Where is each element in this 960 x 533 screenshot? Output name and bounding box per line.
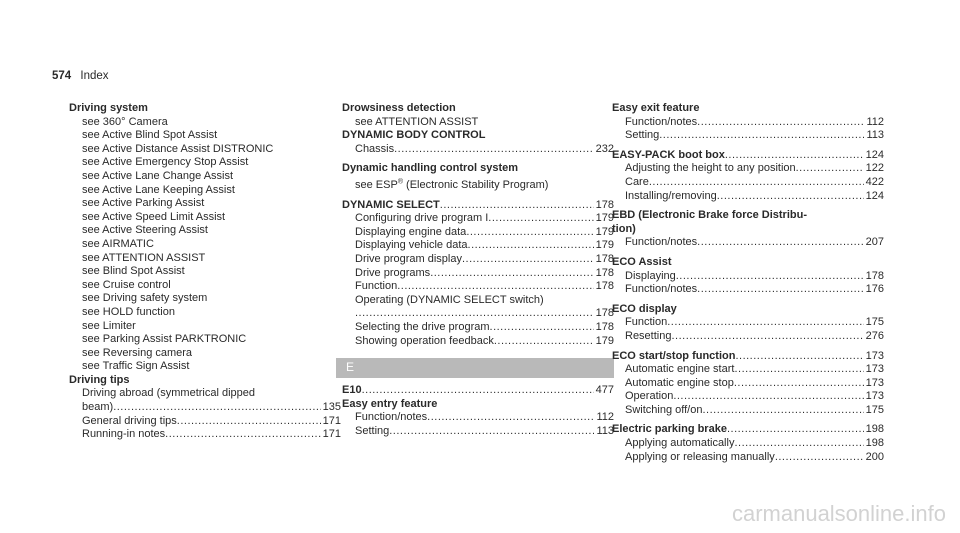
sub-entry-row[interactable] (69, 415, 341, 429)
sub-entry-row[interactable] (342, 335, 614, 349)
entry-eco-start-stop[interactable] (612, 350, 884, 364)
ref-item[interactable]: see Active Speed Limit Assist (82, 210, 226, 223)
sub-entry-text: Function/notes (625, 115, 698, 128)
page-ref: 477 (595, 384, 614, 397)
entry-electric-parking-brake[interactable] (612, 423, 884, 437)
section-letter: E (346, 360, 355, 375)
entry-e10[interactable] (342, 384, 614, 398)
sub-entry-row[interactable] (342, 226, 614, 240)
sub-entry-row[interactable] (342, 425, 614, 439)
ref-item[interactable]: see 360° Camera (82, 115, 168, 128)
sub-entry-row[interactable] (612, 283, 884, 297)
sub-entry-text: Function (355, 280, 398, 293)
ref-item[interactable]: see ATTENTION ASSIST (82, 251, 206, 264)
page-ref: 173 (865, 390, 884, 403)
watermark: carmanualsonline.info (731, 501, 946, 526)
ref-item[interactable]: see Active Steering Assist (82, 224, 208, 237)
sub-entry-row[interactable] (69, 428, 341, 442)
page-ref: 173 (865, 376, 884, 389)
ref-item[interactable]: see Limiter (82, 319, 136, 332)
page-ref: 276 (865, 329, 884, 342)
page-ref: 171 (322, 428, 341, 441)
driving-system-refs (69, 116, 341, 374)
page-ref: 173 (865, 349, 884, 362)
entry-title: DYNAMIC SELECT (342, 198, 440, 211)
sub-entry-text: Operation (625, 390, 674, 403)
sub-entry-row[interactable] (612, 162, 884, 176)
ref-item[interactable]: see Active Lane Change Assist (82, 169, 234, 182)
sub-entry-row[interactable] (612, 404, 884, 418)
sub-entry-row[interactable] (612, 236, 884, 250)
ref-item[interactable]: see Active Lane Keeping Assist (82, 183, 235, 196)
ref-item[interactable]: see HOLD function (82, 305, 175, 318)
sub-entry-text: Setting (625, 129, 660, 142)
sub-entry-text: Function/notes (625, 283, 698, 296)
entry-title: E10 (342, 384, 362, 397)
sub-entry-text: Setting (355, 424, 390, 437)
ref-item[interactable]: see Traffic Sign Assist (82, 360, 190, 373)
page-ref: 232 (595, 142, 614, 155)
sub-entry-row[interactable] (342, 267, 614, 281)
ref-item[interactable]: see Reversing camera (82, 346, 193, 359)
sub-entry-text: Driving abroad (symmetrical dipped (82, 387, 256, 400)
sub-entry-text: Applying automatically (625, 437, 735, 450)
entry-eco-assist: ECO Assist (612, 255, 672, 268)
ref-item[interactable]: see Cruise control (82, 278, 171, 291)
index-column-3 (612, 102, 884, 464)
sub-entry-row[interactable] (69, 401, 341, 415)
sub-entry-text: Drive programs (355, 266, 431, 279)
ref-item[interactable]: see ATTENTION ASSIST (355, 115, 479, 128)
sub-entry-row[interactable] (612, 377, 884, 391)
sub-entry-row[interactable] (342, 307, 614, 321)
sub-entry-row[interactable] (342, 280, 614, 294)
page-ref: 178 (595, 198, 614, 211)
registered-mark: ® (397, 178, 403, 186)
sub-entry-text: Switching off/on (625, 403, 703, 416)
sub-entry-text: Operating (DYNAMIC SELECT switch) (355, 293, 544, 306)
sub-entry-row[interactable] (342, 253, 614, 267)
page-ref: 422 (865, 175, 884, 188)
ref-item[interactable]: see Active Blind Spot Assist (82, 129, 218, 142)
sub-entry-row[interactable] (612, 270, 884, 284)
sub-entry-row[interactable] (342, 212, 614, 226)
index-column-2 (342, 102, 614, 438)
sub-entry-row[interactable] (612, 330, 884, 344)
sub-entry-text: Showing operation feedback (355, 334, 494, 347)
sub-entry-row[interactable] (612, 437, 884, 451)
page-ref: 175 (865, 316, 884, 329)
page-ref: 113 (596, 424, 614, 437)
sub-entry-text: Chassis (355, 142, 395, 155)
ref-text: (Electronic Stability Program) (402, 178, 549, 191)
entry-easy-pack[interactable] (612, 149, 884, 163)
entry-dynamic-select[interactable] (342, 199, 614, 213)
page-ref: 178 (595, 266, 614, 279)
entry-driving-tips: Driving tips (69, 373, 130, 386)
entry-dynamic-body-control: DYNAMIC BODY CONTROL (342, 129, 486, 142)
sub-entry-text: Displaying engine data (355, 225, 467, 238)
page-ref: 124 (865, 148, 884, 161)
section-letter-bar (336, 358, 614, 378)
sub-entry-text: Drive program display (355, 252, 462, 265)
ref-item[interactable]: see Blind Spot Assist (82, 265, 185, 278)
sub-entry-text: Care (625, 175, 649, 188)
page-ref: 112 (596, 411, 614, 424)
index-column-1 (69, 102, 341, 442)
ref-item[interactable] (342, 179, 614, 193)
ref-item[interactable]: see AIRMATIC (82, 237, 154, 250)
sub-entry-text: Displaying (625, 269, 676, 282)
page-ref: 178 (595, 320, 614, 333)
sub-entry-text: beam) (82, 401, 114, 414)
page-ref: 178 (595, 252, 614, 265)
sub-entry-text: Automatic engine start (625, 363, 735, 376)
sub-entry-row[interactable] (612, 129, 884, 143)
page-ref: 112 (866, 115, 884, 128)
page-header (52, 70, 109, 82)
ref-item[interactable]: see Active Emergency Stop Assist (82, 156, 249, 169)
sub-entry-row[interactable] (612, 190, 884, 204)
entry-title: ECO start/stop function (612, 349, 736, 362)
page-ref: 171 (322, 414, 341, 427)
sub-entry-row[interactable] (612, 316, 884, 330)
sub-entry-text: Configuring drive program I (355, 212, 489, 225)
page-ref: 113 (866, 129, 884, 142)
sub-entry-text: Adjusting the height to any position (625, 162, 796, 175)
entry-easy-entry: Easy entry feature (342, 397, 438, 410)
sub-entry-row[interactable] (342, 239, 614, 253)
sub-entry-text: Resetting (625, 329, 672, 342)
sub-entry-text: General driving tips (82, 414, 177, 427)
page-ref: 207 (865, 236, 884, 249)
sub-entry-row[interactable] (612, 363, 884, 377)
entry-ebd: EBD (Electronic Brake force Distribu- (612, 209, 807, 222)
page-ref: 198 (865, 423, 884, 436)
page-ref: 179 (595, 225, 614, 238)
page-ref: 124 (865, 189, 884, 202)
sub-entry-text: Displaying vehicle data (355, 239, 468, 252)
sub-entry-text: Selecting the drive program (355, 320, 490, 333)
ref-text: see ESP (355, 178, 398, 191)
page-ref: 175 (865, 403, 884, 416)
sub-entry-row[interactable] (612, 176, 884, 190)
page-ref: 179 (595, 334, 614, 347)
ref-item[interactable]: see Active Distance Assist DISTRONIC (82, 142, 274, 155)
page-ref: 178 (595, 307, 614, 320)
sub-entry-text: Function/notes (355, 411, 428, 424)
sub-entry-text: Function/notes (625, 236, 698, 249)
entry-driving-system: Driving system (69, 102, 148, 114)
ref-item[interactable]: see Parking Assist PARKTRONIC (82, 333, 247, 346)
page-ref: 122 (865, 162, 884, 175)
sub-entry-row[interactable] (612, 390, 884, 404)
sub-entry-row[interactable] (342, 321, 614, 335)
entry-title: EASY-PACK boot box (612, 148, 725, 161)
sub-entry-text: Running-in notes (82, 428, 166, 441)
sub-entry-text: Automatic engine stop (625, 376, 734, 389)
page-ref: 198 (865, 437, 884, 450)
entry-title: Electric parking brake (612, 423, 727, 436)
ref-item[interactable]: see Active Parking Assist (82, 197, 205, 210)
page-ref: 178 (595, 280, 614, 293)
sub-entry-row[interactable] (342, 411, 614, 425)
sub-entry-row[interactable] (612, 116, 884, 130)
entry-dynamic-handling: Dynamic handling control system (342, 162, 519, 175)
page-ref: 176 (865, 283, 884, 296)
page-ref: 135 (322, 401, 341, 414)
entry-easy-exit: Easy exit feature (612, 102, 700, 114)
page-ref: 173 (865, 363, 884, 376)
page-ref: 179 (595, 212, 614, 225)
entry-drowsiness-detection: Drowsiness detection (342, 102, 456, 114)
page-number: 574 (52, 70, 72, 82)
sub-entry-text: Function (625, 316, 668, 329)
entry-eco-display: ECO display (612, 302, 677, 315)
section-name: Index (80, 70, 109, 82)
page-ref: 178 (865, 269, 884, 282)
sub-entry-text: Installing/removing (625, 189, 717, 202)
sub-entry-row[interactable] (612, 451, 884, 465)
sub-entry-text: Applying or releasing manually (625, 450, 775, 463)
page-ref: 179 (595, 239, 614, 252)
ref-item[interactable]: see Driving safety system (82, 292, 208, 305)
page-ref: 200 (865, 450, 884, 463)
sub-entry-row[interactable] (342, 143, 614, 157)
entry-ebd-cont: tion) (612, 222, 636, 235)
